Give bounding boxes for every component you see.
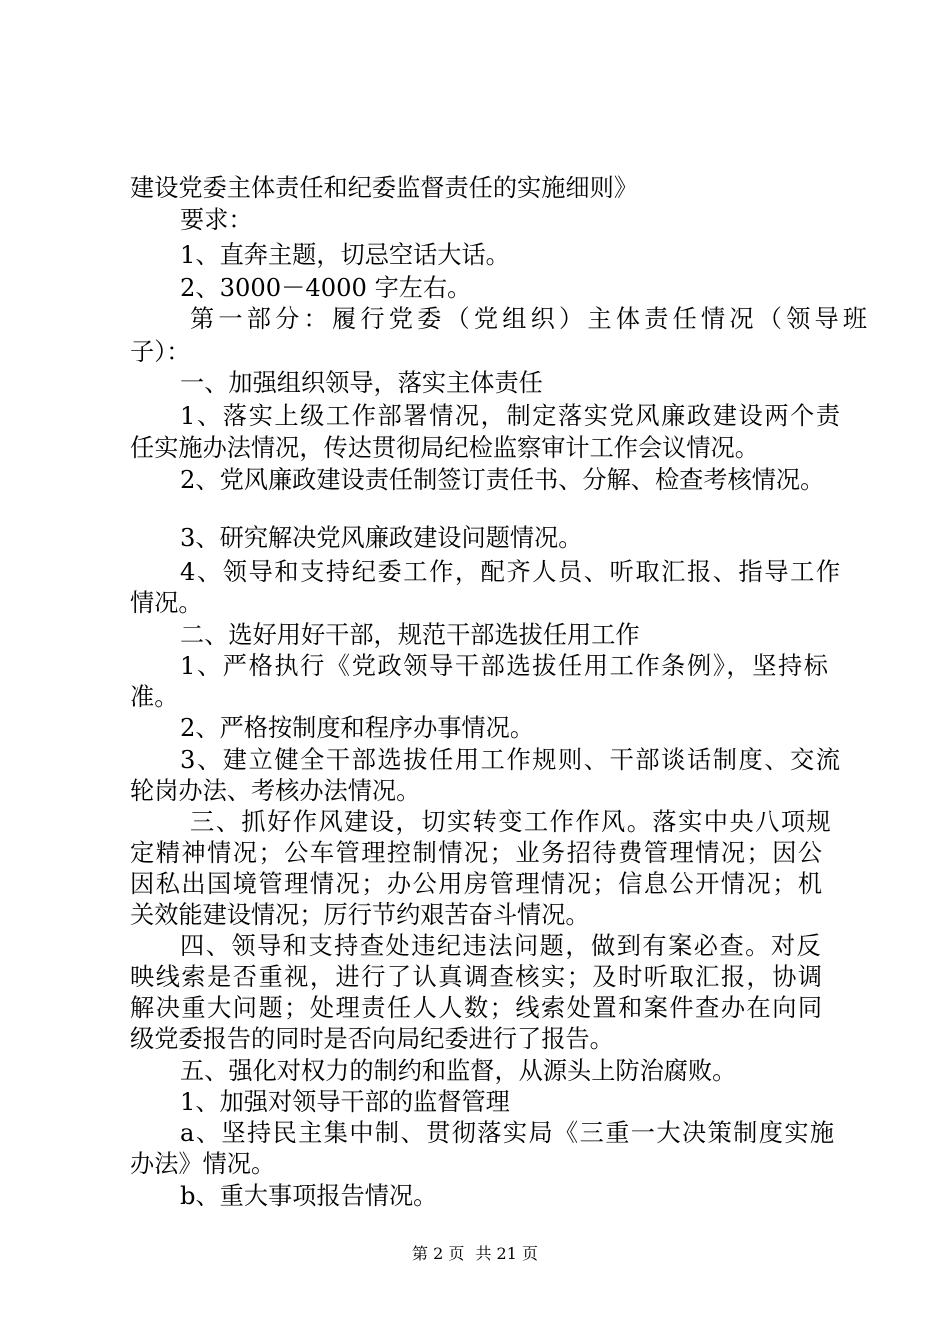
text-line: 映线索是否重视，进行了认真调查核实；及时听取汇报，协调 xyxy=(130,963,824,991)
text-line: 1、直奔主题，切忌空话大话。 xyxy=(180,241,510,269)
text-line: 关效能建设情况；厉行节约艰苦奋斗情况。 xyxy=(130,901,590,929)
heading-line: 一、加强组织领导，落实主体责任 xyxy=(180,369,543,397)
text-line: 1、加强对领导干部的监督管理 xyxy=(180,1088,510,1116)
heading-line: 五、强化对权力的制约和监督，从源头上防治腐败。 xyxy=(180,1057,737,1085)
text-line: 四、领导和支持查处违纪违法问题，做到有案必查。对反 xyxy=(180,932,823,960)
text-line: 任实施办法情况，传达贯彻局纪检监察审计工作会议情况。 xyxy=(130,434,759,462)
text-line: 办法》情况。 xyxy=(130,1150,276,1178)
page-number: 第 2 页 xyxy=(412,1244,465,1263)
text-line: 因私出国境管理情况；办公用房管理情况；信息公开情况；机 xyxy=(130,870,824,898)
text-line: 建设党委主体责任和纪委监督责任的实施细则》 xyxy=(130,174,638,202)
text-line: 4、领导和支持纪委工作，配齐人员、听取汇报、指导工作 xyxy=(180,558,842,586)
text-line: 2、严格按制度和程序办事情况。 xyxy=(180,714,535,742)
text-line: 3、建立健全干部选拔任用工作规则、干部谈话制度、交流 xyxy=(180,746,842,774)
text-line: 1、落实上级工作部署情况，制定落实党风廉政建设两个责 xyxy=(180,402,842,430)
text-line: 2、3000－4000 字左右。 xyxy=(180,274,472,302)
text-line: 情况。 xyxy=(130,589,203,617)
text-line: a、坚持民主集中制、贯彻落实局《三重一大决策制度实施 xyxy=(180,1119,836,1147)
text-line: 准。 xyxy=(130,683,179,711)
text-line: 三、抓好作风建设，切实转变工作作风。落实中央八项规 xyxy=(190,808,833,836)
text-line: 子）： xyxy=(130,338,191,366)
text-line: 级党委报告的同时是否向局纪委进行了报告。 xyxy=(130,1025,614,1053)
text-line: 定精神情况；公车管理控制情况；业务招待费管理情况；因公 xyxy=(130,839,824,867)
text-line: 解决重大问题；处理责任人人数；线索处置和案件查办在向同 xyxy=(130,994,824,1022)
page-footer xyxy=(0,1242,950,1266)
text-line: 轮岗办法、考核办法情况。 xyxy=(130,777,421,805)
text-line: 第一部分：履行党委（党组织）主体责任情况（领导班 xyxy=(190,305,872,333)
text-line: 2、党风廉政建设责任制签订责任书、分解、检查考核情况。 xyxy=(180,466,825,494)
text-line: 要求： xyxy=(180,206,253,234)
page-total: 共 21 页 xyxy=(475,1244,538,1263)
text-line: 1、严格执行《党政领导干部选拔任用工作条例》，坚持标 xyxy=(180,652,830,680)
heading-line: 二、选好用好干部，规范干部选拔任用工作 xyxy=(180,621,640,649)
text-line: b、重大事项报告情况。 xyxy=(180,1182,438,1210)
text-line: 3、研究解决党风廉政建设问题情况。 xyxy=(180,524,583,552)
